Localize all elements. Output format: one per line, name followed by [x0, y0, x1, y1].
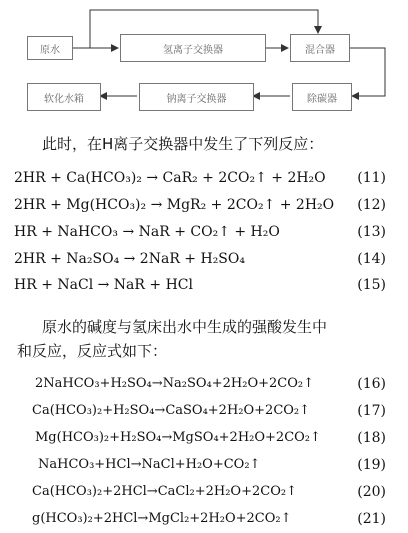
equation: 2NaHCO₃+H₂SO₄→Na₂SO₄+2H₂O+2CO₂↑ — [35, 376, 315, 391]
h-exchanger-box: 氢离子交换器 — [120, 34, 266, 62]
reaction-row — [0, 376, 408, 398]
reaction-row — [0, 403, 408, 425]
equation-number: (21) — [357, 511, 386, 527]
equation-number: (16) — [357, 376, 386, 392]
reaction-row — [0, 484, 408, 506]
equation-number: (12) — [357, 197, 386, 213]
softened-tank-box: 软化水箱 — [27, 83, 101, 111]
equation: HR + NaHCO₃ → NaR + CO₂↑ + H₂O — [14, 224, 280, 240]
equation: 2HR + Ca(HCO₃)₂ → CaR₂ + 2CO₂↑ + 2H₂O — [14, 170, 326, 186]
intro-paragraph: 此时，在H离子交换器中发生了下列反应： — [42, 135, 324, 153]
reaction-row — [0, 197, 408, 219]
equation: Ca(HCO₃)₂+2HCl→CaCl₂+2H₂O+2CO₂↑ — [32, 484, 297, 499]
reaction-row — [0, 170, 408, 192]
equation-number: (17) — [357, 403, 386, 419]
na-exchanger-box: 钠离子交换器 — [139, 83, 254, 111]
reaction-row — [0, 251, 408, 273]
neutralization-paragraph-line1: 原水的碱度与氢床出水中生成的强酸发生中 — [42, 318, 328, 336]
equation-number: (14) — [357, 251, 386, 267]
equation-number: (13) — [357, 224, 386, 240]
equation: 2HR + Na₂SO₄ → 2NaR + H₂SO₄ — [14, 251, 245, 267]
equation-number: (20) — [357, 484, 386, 500]
raw-water-box: 原水 — [27, 36, 73, 60]
equation: Ca(HCO₃)₂+H₂SO₄→CaSO₄+2H₂O+2CO₂↑ — [32, 403, 311, 418]
reaction-row — [0, 430, 408, 452]
reaction-row — [0, 224, 408, 246]
equation-number: (19) — [357, 457, 386, 473]
equation-number: (18) — [357, 430, 386, 446]
mixer-box: 混合器 — [290, 34, 350, 62]
process-flow-diagram — [0, 0, 408, 125]
reaction-row — [0, 457, 408, 479]
neutralization-paragraph-line2: 和反应，反应式如下： — [17, 342, 168, 360]
reaction-row — [0, 511, 408, 533]
degasser-box: 除碳器 — [292, 83, 352, 111]
reaction-row — [0, 277, 408, 299]
equation: NaHCO₃+HCl→NaCl+H₂O+CO₂↑ — [38, 457, 261, 472]
equation: Mg(HCO₃)₂+H₂SO₄→MgSO₄+2H₂O+2CO₂↑ — [35, 430, 321, 445]
equation: g(HCO₃)₂+2HCl→MgCl₂+2H₂O+2CO₂↑ — [32, 511, 292, 526]
equation: HR + NaCl → NaR + HCl — [14, 277, 193, 293]
equation-number: (15) — [357, 277, 386, 293]
equation-number: (11) — [357, 170, 386, 186]
equation: 2HR + Mg(HCO₃)₂ → MgR₂ + 2CO₂↑ + 2H₂O — [14, 197, 335, 213]
